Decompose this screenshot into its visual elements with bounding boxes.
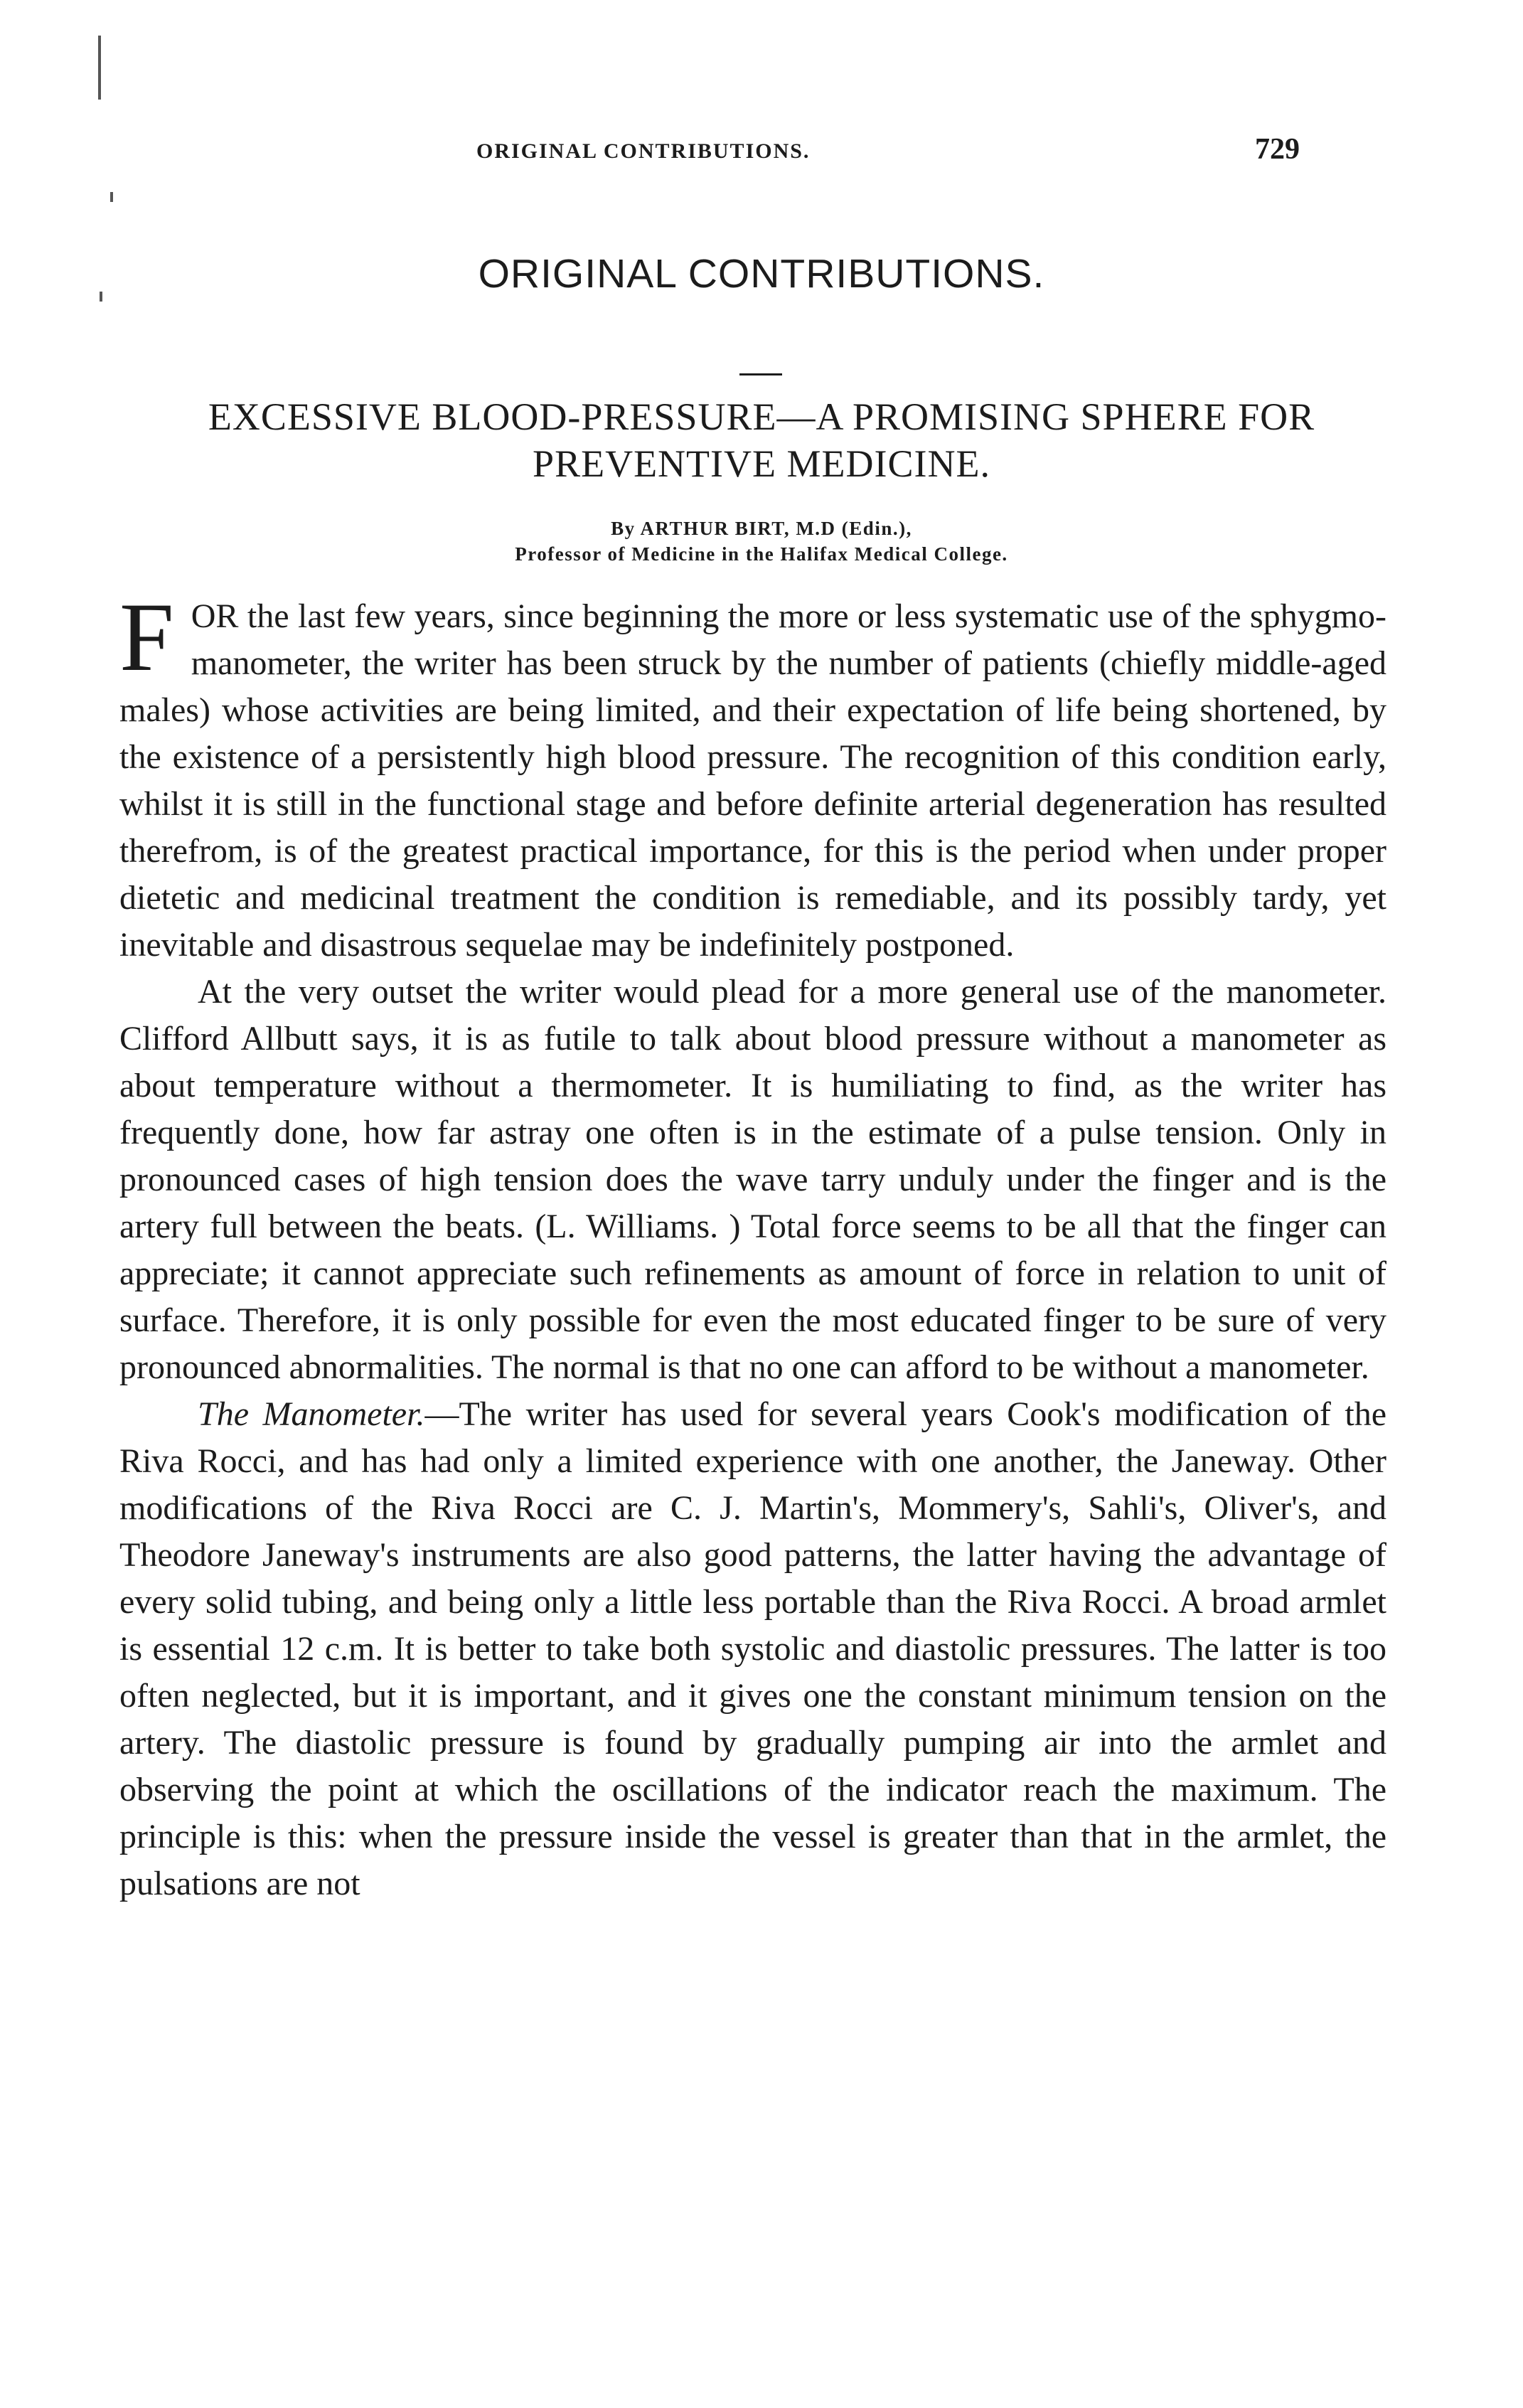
paragraph-manometer-plea: At the very outset the writer would plead for a more general use of the manometer. Clifford Allbutt says, it is as futile to talk about blood pressure without a manometer as about temperature without a thermometer. It is humiliating to find, as the writer has frequently done, how far astray one often is in the estimate of a pulse tension. Only in pronounced cases of high tension does the wave tarry unduly under the finger and is the artery full between the beats. (L. Williams. ) Total force seems to be all that the finger can appreciate; it cannot appreciate such refinements as amount of force in relation to unit of surface. Therefore, it is only possible for even the most educated finger to be sure of very pronounced abnormalities. The normal is that no one can afford to be without a manometer. xyxy=(119,973,1386,1386)
scan-artifact xyxy=(110,192,113,202)
article-body xyxy=(119,582,1386,1907)
author-byline: By ARTHUR BIRT, M.D (Edin.), xyxy=(611,518,912,539)
author-affiliation: Professor of Medicine in the Halifax Medical College. xyxy=(515,543,1008,565)
subheading-manometer: The Manometer. xyxy=(198,1395,425,1433)
drop-cap: F xyxy=(119,582,174,691)
article-title: EXCESSIVE BLOOD-PRESSURE—A PROMISING SPHERE FOR PREVENTIVE MEDICINE. xyxy=(208,395,1315,485)
paragraph-intro-text: OR the last few years, since beginning the more or less systematic use of the sphygmo-manometer, the writer has been struck by the number of patients (chiefly middle-aged males) whose activities are being limited, and their expectation of life being shortened, by the existence of a persistently high blood pressure. The recognition of this condition early, whilst it is still in the functional stage and before definite arterial degeneration has resulted therefrom, is of the greatest practical importance, for this is the period when under proper dietetic and medicinal treatment the condition is remediable, and its possibly tardy, yet inevitable and disastrous sequelae may be indefinitely postponed. xyxy=(119,597,1386,964)
title-divider xyxy=(739,373,782,375)
paragraph-manometer-text: —The writer has used for several years Cook's modification of the Riva Rocci, and has had only a limited experience with one another, the Janeway. Other modifications of the Riva Rocci are C. J. Martin's, Mommery's, Sahli's, Oliver's, and Theodore Janeway's instruments are also good patterns, the latter having the advantage of every solid tubing, and being only a little less portable than the Riva Rocci. A broad armlet is essential 12 c.m. It is better to take both systolic and diastolic pressures. The latter is too often neglected, but it is important, and it gives one the constant minimum tension on the artery. The diastolic pressure is found by gradually pumping air into the armlet and observing the point at which the oscillations of the indicator reach the maximum. The principle is this: when the pressure inside the vessel is greater than that in the armlet, the pulsations are not xyxy=(119,1395,1386,1902)
paragraph-manometer xyxy=(119,1391,1386,1907)
paragraph-intro xyxy=(119,582,1386,969)
page-number: 729 xyxy=(1255,133,1300,166)
scan-artifact xyxy=(98,36,101,100)
section-title: ORIGINAL CONTRIBUTIONS. xyxy=(478,251,1045,297)
running-head: ORIGINAL CONTRIBUTIONS. xyxy=(476,139,811,163)
